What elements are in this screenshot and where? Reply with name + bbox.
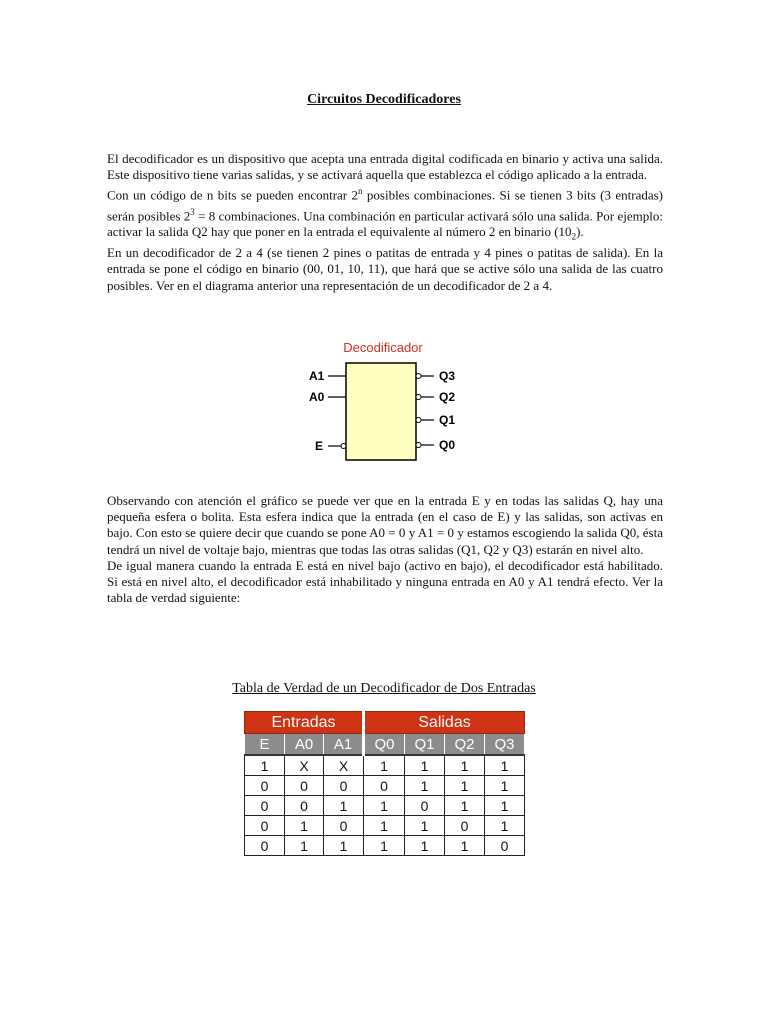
table-cell: 0: [445, 816, 485, 836]
table-cell: 1: [445, 755, 485, 776]
table-cell: 1: [445, 836, 485, 856]
table-row: [245, 816, 525, 836]
column-header-q1: Q1: [405, 734, 445, 756]
table-cell: 0: [245, 776, 285, 796]
column-header-a0: A0: [285, 734, 324, 756]
output-label-q0: Q0: [439, 438, 456, 452]
table-row: [245, 776, 525, 796]
intro-text: [107, 151, 663, 294]
table-cell: 0: [285, 796, 324, 816]
table-cell: 0: [285, 776, 324, 796]
column-header-a1: A1: [324, 734, 364, 756]
truth-table: [244, 711, 525, 856]
table-cell: 1: [485, 816, 525, 836]
paragraph-definition: El decodificador es un dispositivo que acepta una entrada digital codificada en binario y activa una salida. Este dispositivo tiene varias salidas, y se activará aquella que establezca el código aplicado a la entrada.: [107, 151, 663, 183]
table-cell: 0: [245, 796, 285, 816]
paragraph-enable: De igual manera cuando la entrada E está en nivel bajo (activo en bajo), el decodificador está habilitado. Si está en nivel alto, el decodificador está inhabilitado y ninguna entrada en A0 y A1 tendrá efecto. Ver la tabla de verdad siguiente:: [107, 557, 663, 606]
input-label-e: E: [315, 439, 324, 453]
table-cell: X: [324, 755, 364, 776]
input-bubble-e: [341, 444, 346, 449]
p2-sup-3: 3: [190, 206, 195, 217]
table-cell: 1: [485, 755, 525, 776]
diagram-title: Decodificador: [343, 340, 423, 355]
table-cell: 1: [285, 816, 324, 836]
table-caption: Tabla de Verdad de un Decodificador de Dos Entradas: [232, 681, 536, 696]
paragraph-2to4: En un decodificador de 2 a 4 (se tienen 2 pines o patitas de entrada y 4 pines o patitas de salida). En la entrada se pone el código en binario (00, 01, 10, 11), que hará que se active sólo una salida de las cuatro posibles. Ver en el diagrama anterior una representación de un decodificador de 2 a 4.: [107, 245, 663, 293]
explanation-text: [107, 493, 663, 606]
table-cell: 1: [364, 816, 405, 836]
input-label-a0: A0: [309, 390, 325, 404]
table-cell: 1: [285, 836, 324, 856]
table-cell: 0: [245, 836, 285, 856]
output-bubble-q2: [416, 395, 421, 400]
input-label-a1: A1: [309, 369, 325, 383]
column-header-e: E: [245, 734, 285, 756]
page-title: Circuitos Decodificadores: [307, 92, 461, 107]
table-cell: 1: [405, 776, 445, 796]
table-cell: X: [285, 755, 324, 776]
table-cell: 1: [405, 836, 445, 856]
p2-part-a: Con un código de n bits se pueden encontrar 2: [107, 187, 359, 203]
output-label-q1: Q1: [439, 413, 456, 427]
table-cell: 1: [445, 796, 485, 816]
p2-part-c: = 8 combinaciones. Una combinación en particular activará sólo una salida. Por ejemplo: activar la salida Q2 hay que poner en la entrada el equivalente al número 2 en binario (10: [107, 208, 663, 240]
table-cell: 1: [485, 796, 525, 816]
p2-sub-2: 2: [571, 232, 577, 243]
table-cell: 1: [324, 796, 364, 816]
group-header-inputs: Entradas: [245, 712, 364, 734]
output-bubble-q0: [416, 443, 421, 448]
table-cell: 0: [485, 836, 525, 856]
table-cell: 1: [405, 755, 445, 776]
output-label-q2: Q2: [439, 390, 456, 404]
p2-sup-n: n: [358, 186, 363, 197]
table-column-header-row: [245, 734, 525, 756]
table-cell: 1: [364, 836, 405, 856]
column-header-q2: Q2: [445, 734, 485, 756]
table-row: [245, 796, 525, 816]
table-cell: 0: [245, 816, 285, 836]
p2-part-d: ).: [576, 224, 584, 240]
table-cell: 1: [364, 796, 405, 816]
table-cell: 1: [405, 816, 445, 836]
table-group-header-row: [245, 712, 525, 734]
column-header-q3: Q3: [485, 734, 525, 756]
table-cell: 0: [324, 816, 364, 836]
decoder-block: [346, 363, 416, 460]
p2-part-b: posibles combinaciones. Si se tienen 3 bits (3 entradas) serán posibles 2: [107, 187, 663, 224]
decoder-diagram: [300, 336, 480, 471]
table-cell: 0: [364, 776, 405, 796]
table-cell: 0: [405, 796, 445, 816]
table-cell: 1: [364, 755, 405, 776]
table-row: [245, 836, 525, 856]
paragraph-combinations: [107, 183, 663, 245]
output-bubble-q1: [416, 418, 421, 423]
table-cell: 1: [245, 755, 285, 776]
table-cell: 1: [485, 776, 525, 796]
table-row: [245, 755, 525, 776]
group-header-outputs: Salidas: [364, 712, 525, 734]
paragraph-active-low: Observando con atención el gráfico se puede ver que en la entrada E y en todas las salidas Q, hay una pequeña esfera o bolita. Esta esfera indica que la entrada (en el caso de E) y las salidas, son activas en bajo. Con esto se quiere decir que cuando se pone A0 = 0 y A1 = 0 y estamos escogiendo la salida Q0, ésta tendrá un nivel de voltaje bajo, mientras que todas las otras salidas (Q1, Q2 y Q3) estarán en nivel alto.: [107, 493, 663, 557]
table-cell: 1: [324, 836, 364, 856]
output-label-q3: Q3: [439, 369, 456, 383]
output-bubble-q3: [416, 374, 421, 379]
table-cell: 0: [324, 776, 364, 796]
table-cell: 1: [445, 776, 485, 796]
column-header-q0: Q0: [364, 734, 405, 756]
